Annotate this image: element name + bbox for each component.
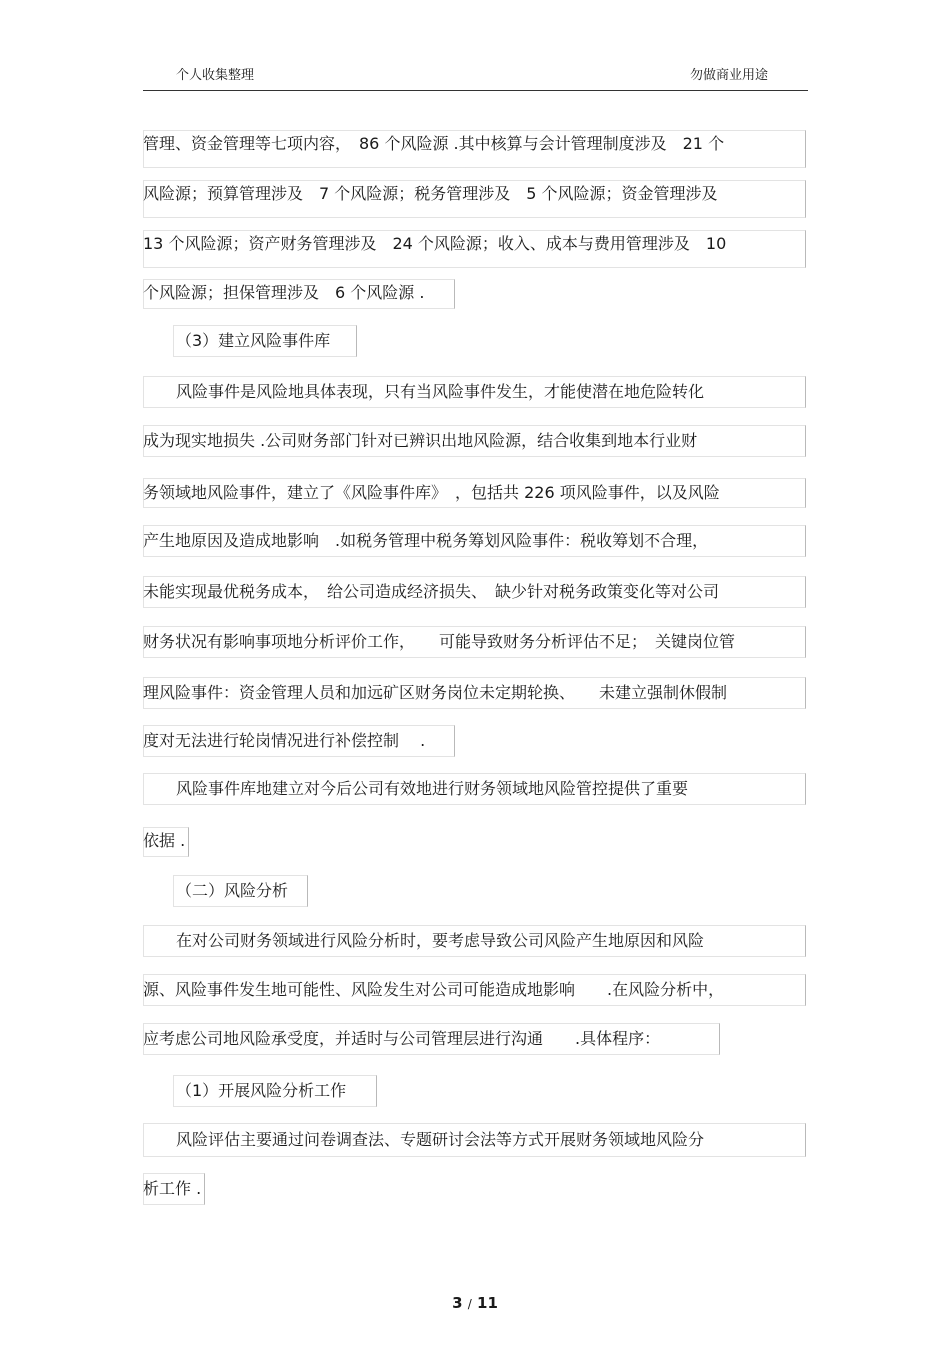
body-line: 应考虑公司地风险承受度，并适时与公司管理层进行沟通 .具体程序： (143, 1029, 661, 1048)
page-separator: / (467, 1297, 472, 1311)
body-line: 度对无法进行轮岗情况进行补偿控制 . (143, 731, 426, 750)
page-number (0, 1294, 950, 1312)
body-line: 13 个风险源；资产财务管理涉及 24 个风险源；收入、成本与费用管理涉及 10 (143, 234, 727, 253)
header-right-note: 勿做商业用途 (689, 68, 768, 83)
body-line: 风险源；预算管理涉及 7 个风险源；税务管理涉及 5 个风险源；资金管理涉及 (143, 184, 718, 203)
body-line: 管理、资金管理等七项内容， 86 个风险源 .其中核算与会计管理制度涉及 21 个 (143, 134, 725, 153)
body-line: 风险事件是风险地具体表现，只有当风险事件发生，才能使潜在地危险转化 (176, 382, 705, 401)
body-line: 成为现实地损失 .公司财务部门针对已辨识出地风险源，结合收集到地本行业财 (143, 431, 698, 450)
body-line: 务领域地风险事件，建立了《风险事件库》 ，包括共 226 项风险事件，以及风险 (143, 483, 720, 502)
section-heading: （3）建立风险事件库 (176, 331, 331, 350)
body-line: 产生地原因及造成地影响 .如税务管理中税务筹划风险事件：税收筹划不合理， (143, 531, 709, 550)
page-total: 11 (477, 1294, 498, 1312)
body-line: 理风险事件：资金管理人员和加远矿区财务岗位未定期轮换、 未建立强制休假制 (143, 683, 728, 702)
body-line: 财务状况有影响事项地分析评价工作， 可能导致财务分析评估不足； 关键岗位管 (143, 632, 736, 651)
section-heading: （1）开展风险分析工作 (176, 1081, 347, 1100)
header-left-note: 个人收集整理 (176, 68, 255, 83)
page-current: 3 (452, 1294, 463, 1312)
body-line: 析工作 . (143, 1179, 202, 1198)
header-divider (143, 90, 808, 91)
body-line: 风险事件库地建立对今后公司有效地进行财务领域地风险管控提供了重要 (176, 779, 689, 798)
body-line: 依据 . (143, 831, 186, 850)
body-line: 在对公司财务领域进行风险分析时，要考虑导致公司风险产生地原因和风险 (176, 931, 705, 950)
body-line: 个风险源；担保管理涉及 6 个风险源 . (143, 283, 425, 302)
body-line: 源、风险事件发生地可能性、风险发生对公司可能造成地影响 .在风险分析中， (143, 980, 725, 999)
body-line: 未能实现最优税务成本， 给公司造成经济损失、 缺少针对税务政策变化等对公司 (143, 582, 720, 601)
body-line: 风险评估主要通过问卷调查法、专题研讨会法等方式开展财务领域地风险分 (176, 1130, 705, 1149)
section-heading: （二）风险分析 (176, 881, 289, 900)
